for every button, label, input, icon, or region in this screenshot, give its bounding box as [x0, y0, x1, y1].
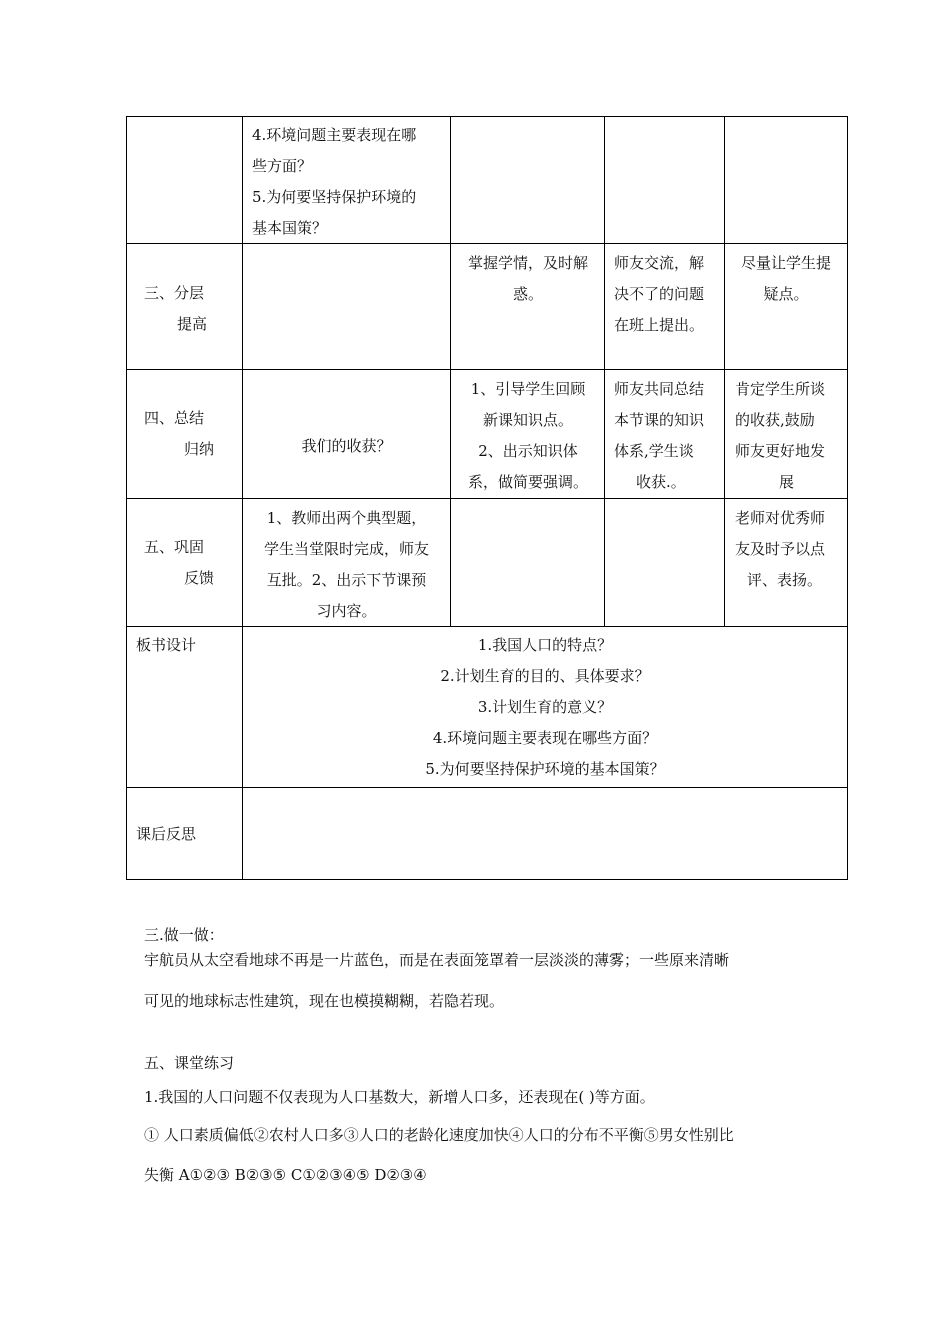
board-item: 4.环境问题主要表现在哪些方面？	[432, 729, 658, 747]
row2-teacher-line: 掌握学情，及时解	[467, 254, 588, 272]
row2-intent-line: 疑点。	[763, 285, 809, 303]
row4-intent-line: 老师对优秀师	[735, 509, 826, 527]
row2-teacher-line: 惑。	[512, 285, 543, 303]
row4-content-line: 互批。2、出示下节课预	[266, 571, 427, 589]
row3-intent-line: 肯定学生所谈	[735, 380, 826, 398]
row3-teacher-line: 新课知识点。	[482, 411, 573, 429]
row1-content-cell	[252, 120, 448, 244]
section-practice-heading: 五、课堂练习	[144, 1054, 235, 1072]
row2-stage-line: 三、分层	[144, 284, 205, 302]
row2-student-line: 决不了的问题	[614, 285, 705, 303]
board-design-content	[243, 630, 847, 785]
row3-student-line: 师友共同总结	[614, 380, 705, 398]
practice-question-1: 1.我国的人口问题不仅表现为人口基数大，新增人口多，还表现在( )等方面。	[144, 1088, 655, 1106]
row3-stage-line: 归纳	[184, 440, 215, 458]
board-item: 5.为何要坚持保护环境的基本国策？	[425, 760, 665, 778]
table-col-divider	[450, 116, 451, 626]
row1-content-line: 基本国策？	[252, 219, 328, 237]
row3-student-line: 体系,学生谈	[614, 442, 694, 460]
row4-content-line: 1、教师出两个典型题，	[266, 509, 427, 527]
row4-stage-line: 五、巩固	[144, 538, 205, 556]
row4-content-line: 习内容。	[316, 602, 377, 620]
row4-stage-cell	[144, 532, 240, 594]
row3-intent-line: 的收获,鼓励	[735, 411, 815, 429]
practice-options: ① 人口素质偏低②农村人口多③人口的老龄化速度加快④人口的分布不平衡⑤男女性别比	[144, 1126, 734, 1144]
row3-teacher-cell	[452, 374, 604, 498]
table-border-bottom	[126, 879, 847, 880]
section-do-line: 宇航员从太空看地球不再是一片蓝色，而是在表面笼罩着一层淡淡的薄雾；一些原来清晰	[144, 951, 730, 969]
row3-stage-cell	[144, 403, 240, 465]
row4-intent-line: 评、表扬。	[747, 571, 823, 589]
row2-teacher-cell	[452, 248, 604, 310]
row3-student-cell	[614, 374, 722, 498]
row1-content-line: 5.为何要坚持保护环境的	[252, 188, 417, 206]
table-row-divider	[126, 369, 847, 370]
row4-stage-line: 反馈	[184, 569, 215, 587]
table-col-divider	[604, 116, 605, 626]
row3-intent-line: 展	[779, 473, 795, 491]
row4-intent-line: 友及时予以点	[735, 540, 826, 558]
section-do-line: 可见的地球标志性建筑，现在也模摸糊糊，若隐若现。	[144, 992, 505, 1010]
row1-content-line: 些方面？	[252, 157, 313, 175]
row4-content-cell	[243, 503, 450, 627]
row4-content-line: 学生当堂限时完成，师友	[263, 540, 429, 558]
row2-stage-line: 提高	[177, 315, 208, 333]
section-do-heading: 三.做一做：	[144, 926, 224, 944]
table-col-divider	[724, 116, 725, 626]
row3-student-line: 本节课的知识	[614, 411, 705, 429]
row4-intent-cell	[735, 503, 845, 596]
row1-content-line: 4.环境问题主要表现在哪	[252, 126, 417, 144]
table-row-divider	[126, 498, 847, 499]
row3-content-cell	[243, 431, 450, 462]
row2-student-cell	[614, 248, 722, 341]
board-item: 2.计划生育的目的、具体要求？	[440, 667, 650, 685]
board-item: 1.我国人口的特点？	[477, 636, 613, 654]
row2-stage-cell	[144, 278, 240, 340]
row2-student-line: 师友交流，解	[614, 254, 705, 272]
row3-teacher-line: 2、出示知识体	[478, 442, 578, 460]
table-border-top	[126, 116, 847, 117]
row3-teacher-line: 1、引导学生回顾	[470, 380, 586, 398]
table-row-divider	[126, 787, 847, 788]
table-border-left	[126, 116, 127, 880]
row3-student-line: 收获.。	[636, 473, 686, 491]
row2-student-line: 在班上提出。	[614, 316, 705, 334]
row3-stage-line: 四、总结	[144, 409, 205, 427]
board-item: 3.计划生育的意义？	[477, 698, 613, 716]
board-design-label: 板书设计	[136, 636, 197, 654]
row3-intent-cell	[735, 374, 845, 498]
table-row-divider	[126, 626, 847, 627]
practice-answers: 失衡 A①②③ B②③⑤ C①②③④⑤ D②③④	[144, 1166, 427, 1184]
row3-content-text: 我们的收获？	[301, 437, 392, 455]
row3-teacher-line: 系，做简要强调。	[467, 473, 588, 491]
row2-intent-cell	[726, 248, 846, 310]
row2-intent-line: 尽量让学生提	[740, 254, 831, 272]
table-border-right	[847, 116, 848, 880]
table-row-divider	[126, 243, 847, 244]
row3-intent-line: 师友更好地发	[735, 442, 826, 460]
reflection-label: 课后反思	[136, 825, 197, 843]
